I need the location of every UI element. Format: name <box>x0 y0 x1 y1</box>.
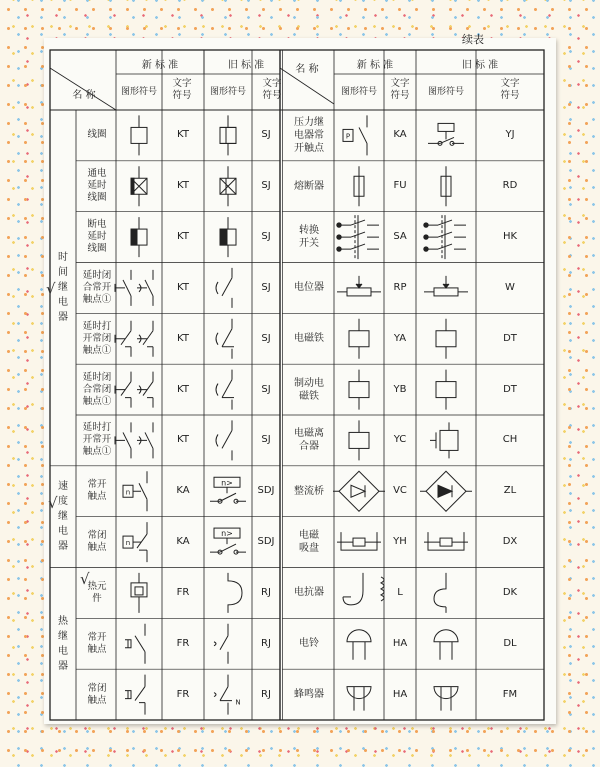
row-name: 熔断器 <box>294 180 324 192</box>
name-header: 名 称 <box>72 90 96 101</box>
text-symbol-header: 文字 符号 <box>390 78 410 101</box>
name-header: 名 称 <box>295 64 319 75</box>
new-text-symbol: HA <box>392 688 408 700</box>
old-text-symbol: FM <box>502 688 518 700</box>
on-delay-coil-symbol <box>131 166 147 206</box>
old-text-symbol: SJ <box>261 434 271 446</box>
old-text-symbol: DK <box>502 586 518 598</box>
new-text-symbol: SA <box>393 231 407 243</box>
old-text-symbol: SJ <box>261 332 271 344</box>
group-label: 时间继电器 <box>58 252 68 324</box>
new-text-symbol: KT <box>177 231 189 243</box>
row-name: 线圈 <box>87 129 107 141</box>
svg-text:n>: n> <box>221 478 233 488</box>
row-name: 电磁铁 <box>294 333 324 345</box>
time-delay-contact-old-symbol <box>216 319 234 359</box>
bell-symbol <box>434 630 458 660</box>
row-name: 延时闭 合常闭 触点① <box>82 371 112 407</box>
time-delay-contact-old-symbol <box>216 268 232 308</box>
old-text-symbol: ZL <box>503 485 517 497</box>
new-text-symbol: L <box>397 586 403 598</box>
thermal-element-old-symbol <box>228 573 242 613</box>
relay-coil-symbol <box>131 115 147 155</box>
svg-text:n: n <box>125 539 131 548</box>
reactor-symbol <box>343 573 363 605</box>
row-name: 热元 件 <box>87 580 107 604</box>
old-text-symbol: HK <box>502 231 518 243</box>
symbol-table-page <box>44 33 556 724</box>
potentiometer-symbol <box>424 276 468 296</box>
new-text-symbol: KT <box>177 332 189 344</box>
continued-label: 续表 <box>462 33 484 46</box>
pencil-check-mark: √ <box>46 280 56 298</box>
changeover-switch-symbol <box>424 215 466 259</box>
old-standard-header: 旧 标 准 <box>227 60 265 71</box>
new-text-symbol: YA <box>393 332 407 344</box>
speed-relay-contact-symbol <box>123 522 147 562</box>
bell-symbol <box>347 630 371 660</box>
old-text-symbol: RJ <box>261 586 271 598</box>
brake-electromagnet-symbol <box>436 370 456 410</box>
new-text-symbol: KT <box>177 180 189 192</box>
row-name: 蜂鸣器 <box>294 689 324 701</box>
row-name: 电磁离 合器 <box>294 428 324 453</box>
pencil-check-mark: √ <box>80 570 90 588</box>
row-name: 电磁 吸盘 <box>299 530 319 555</box>
new-text-symbol: FR <box>176 637 190 649</box>
electromagnetic-chuck-symbol <box>337 532 381 550</box>
old-text-symbol: RD <box>502 180 518 192</box>
time-delay-contact-symbol <box>115 372 131 408</box>
svg-text:N: N <box>235 698 241 707</box>
row-name: 电抗器 <box>294 587 324 599</box>
speed-relay-contact-old-symbol <box>210 528 246 554</box>
new-text-symbol: KT <box>177 434 189 446</box>
fuse-symbol <box>354 166 364 206</box>
old-text-symbol: SDJ <box>257 536 275 548</box>
new-text-symbol: KA <box>176 485 190 497</box>
row-name: 压力继 电器常 开触点 <box>294 116 324 154</box>
thermal-relay-contact-symbol <box>125 624 145 664</box>
new-text-symbol: YC <box>393 434 407 446</box>
electromagnet-symbol <box>436 319 456 359</box>
row-name: 常开 触点 <box>87 479 107 503</box>
changeover-switch-symbol <box>337 215 379 259</box>
relay-coil-old-symbol <box>220 115 236 155</box>
speed-relay-contact-symbol <box>123 471 147 511</box>
old-text-symbol: YJ <box>505 129 515 141</box>
old-text-symbol: SDJ <box>257 485 275 497</box>
row-name: 断电 延时 线圈 <box>87 219 107 255</box>
old-standard-header: 旧 标 准 <box>461 60 499 71</box>
new-text-symbol: KT <box>177 129 189 141</box>
row-name: 电位器 <box>294 282 324 294</box>
new-text-symbol: YB <box>393 383 407 395</box>
electromagnetic-clutch-old-symbol <box>430 422 458 458</box>
old-text-symbol: DT <box>503 332 517 344</box>
thermal-relay-contact-old-symbol <box>214 624 228 664</box>
new-text-symbol: RP <box>393 281 407 293</box>
new-text-symbol: VC <box>393 485 407 497</box>
group-label: 速度继电器 <box>58 481 68 553</box>
new-text-symbol: KT <box>177 383 189 395</box>
pencil-check-mark: √ <box>48 494 58 512</box>
new-text-symbol: FU <box>393 180 407 192</box>
graphic-symbol-header: 图形符号 <box>120 87 157 97</box>
group-label: 热继电器 <box>58 615 68 672</box>
row-name: 制动电 磁铁 <box>294 377 324 402</box>
header-diagonal <box>50 68 116 110</box>
electromagnetic-clutch-symbol <box>349 420 369 460</box>
old-text-symbol: RJ <box>261 688 271 700</box>
new-standard-header: 新 标 准 <box>356 60 394 71</box>
old-text-symbol: DT <box>503 383 517 395</box>
thermal-relay-contact-symbol <box>125 675 145 715</box>
electromagnetic-chuck-symbol <box>424 532 468 550</box>
svg-text:n: n <box>125 488 131 497</box>
old-text-symbol: SJ <box>261 129 271 141</box>
reactor-old-symbol <box>434 573 446 613</box>
text-symbol-header: 文字 符号 <box>172 78 192 101</box>
svg-text:P: P <box>345 132 351 141</box>
old-text-symbol: SJ <box>261 383 271 395</box>
old-text-symbol: DL <box>503 637 517 649</box>
row-name: 延时打 开常闭 触点① <box>82 320 112 356</box>
thermal-relay-contact-old-symbol <box>214 675 241 715</box>
pressure-relay-contact-old-symbol <box>428 123 464 145</box>
off-delay-coil-symbol <box>131 217 147 257</box>
speed-relay-contact-old-symbol <box>210 477 246 503</box>
buzzer-symbol <box>434 687 458 711</box>
row-name: 延时打 开常开 触点① <box>82 422 112 458</box>
new-text-symbol: KA <box>176 536 190 548</box>
time-delay-contact-old-symbol <box>216 370 234 410</box>
graphic-symbol-header: 图形符号 <box>427 87 464 97</box>
graphic-symbol-header: 图形符号 <box>209 87 246 97</box>
on-delay-coil-old-symbol <box>220 166 236 206</box>
row-name: 常闭 触点 <box>87 530 107 554</box>
row-name: 整流桥 <box>294 485 324 497</box>
row-name: 电铃 <box>299 638 319 650</box>
new-standard-header: 新 标 准 <box>141 60 179 71</box>
old-text-symbol: RJ <box>261 637 271 649</box>
time-delay-contact-old-symbol <box>216 420 232 460</box>
graphic-symbol-header: 图形符号 <box>340 87 377 97</box>
row-name: 通电 延时 线圈 <box>87 168 107 204</box>
time-delay-contact-symbol <box>115 422 131 458</box>
electromagnet-symbol <box>349 319 369 359</box>
old-text-symbol: SJ <box>261 231 271 243</box>
old-text-symbol: SJ <box>261 180 271 192</box>
old-text-symbol: W <box>505 281 515 293</box>
off-delay-coil-old-symbol <box>220 217 236 257</box>
time-delay-contact-symbol <box>137 321 153 357</box>
thermal-element-symbol <box>131 573 147 613</box>
new-text-symbol: KT <box>177 281 189 293</box>
time-delay-contact-symbol <box>137 372 153 408</box>
new-text-symbol: HA <box>392 637 408 649</box>
row-name: 常开 触点 <box>87 631 107 655</box>
time-delay-contact-symbol <box>115 321 131 357</box>
svg-text:n>: n> <box>221 529 233 539</box>
new-text-symbol: FR <box>176 586 190 598</box>
time-delay-contact-symbol <box>137 270 153 306</box>
old-text-symbol: CH <box>502 434 518 446</box>
fuse-symbol <box>441 166 451 206</box>
time-delay-contact-symbol <box>137 422 153 458</box>
new-text-symbol: FR <box>176 688 190 700</box>
brake-electromagnet-symbol <box>349 370 369 410</box>
row-name: 转换 开关 <box>299 225 319 250</box>
old-text-symbol: DX <box>502 536 518 548</box>
row-name: 常闭 触点 <box>87 682 107 706</box>
time-delay-contact-symbol <box>115 270 131 306</box>
text-symbol-header: 文字 符号 <box>262 78 282 101</box>
new-text-symbol: YH <box>393 536 407 548</box>
rectifier-bridge-symbol <box>420 471 472 511</box>
pressure-relay-contact-symbol <box>343 115 367 155</box>
rectifier-bridge-symbol <box>333 471 385 511</box>
buzzer-symbol <box>347 687 371 711</box>
row-name: 延时闭 合常开 触点① <box>82 269 112 305</box>
old-text-symbol: SJ <box>261 281 271 293</box>
new-text-symbol: KA <box>393 129 407 141</box>
text-symbol-header: 文字 符号 <box>500 78 520 101</box>
potentiometer-symbol <box>337 276 381 296</box>
